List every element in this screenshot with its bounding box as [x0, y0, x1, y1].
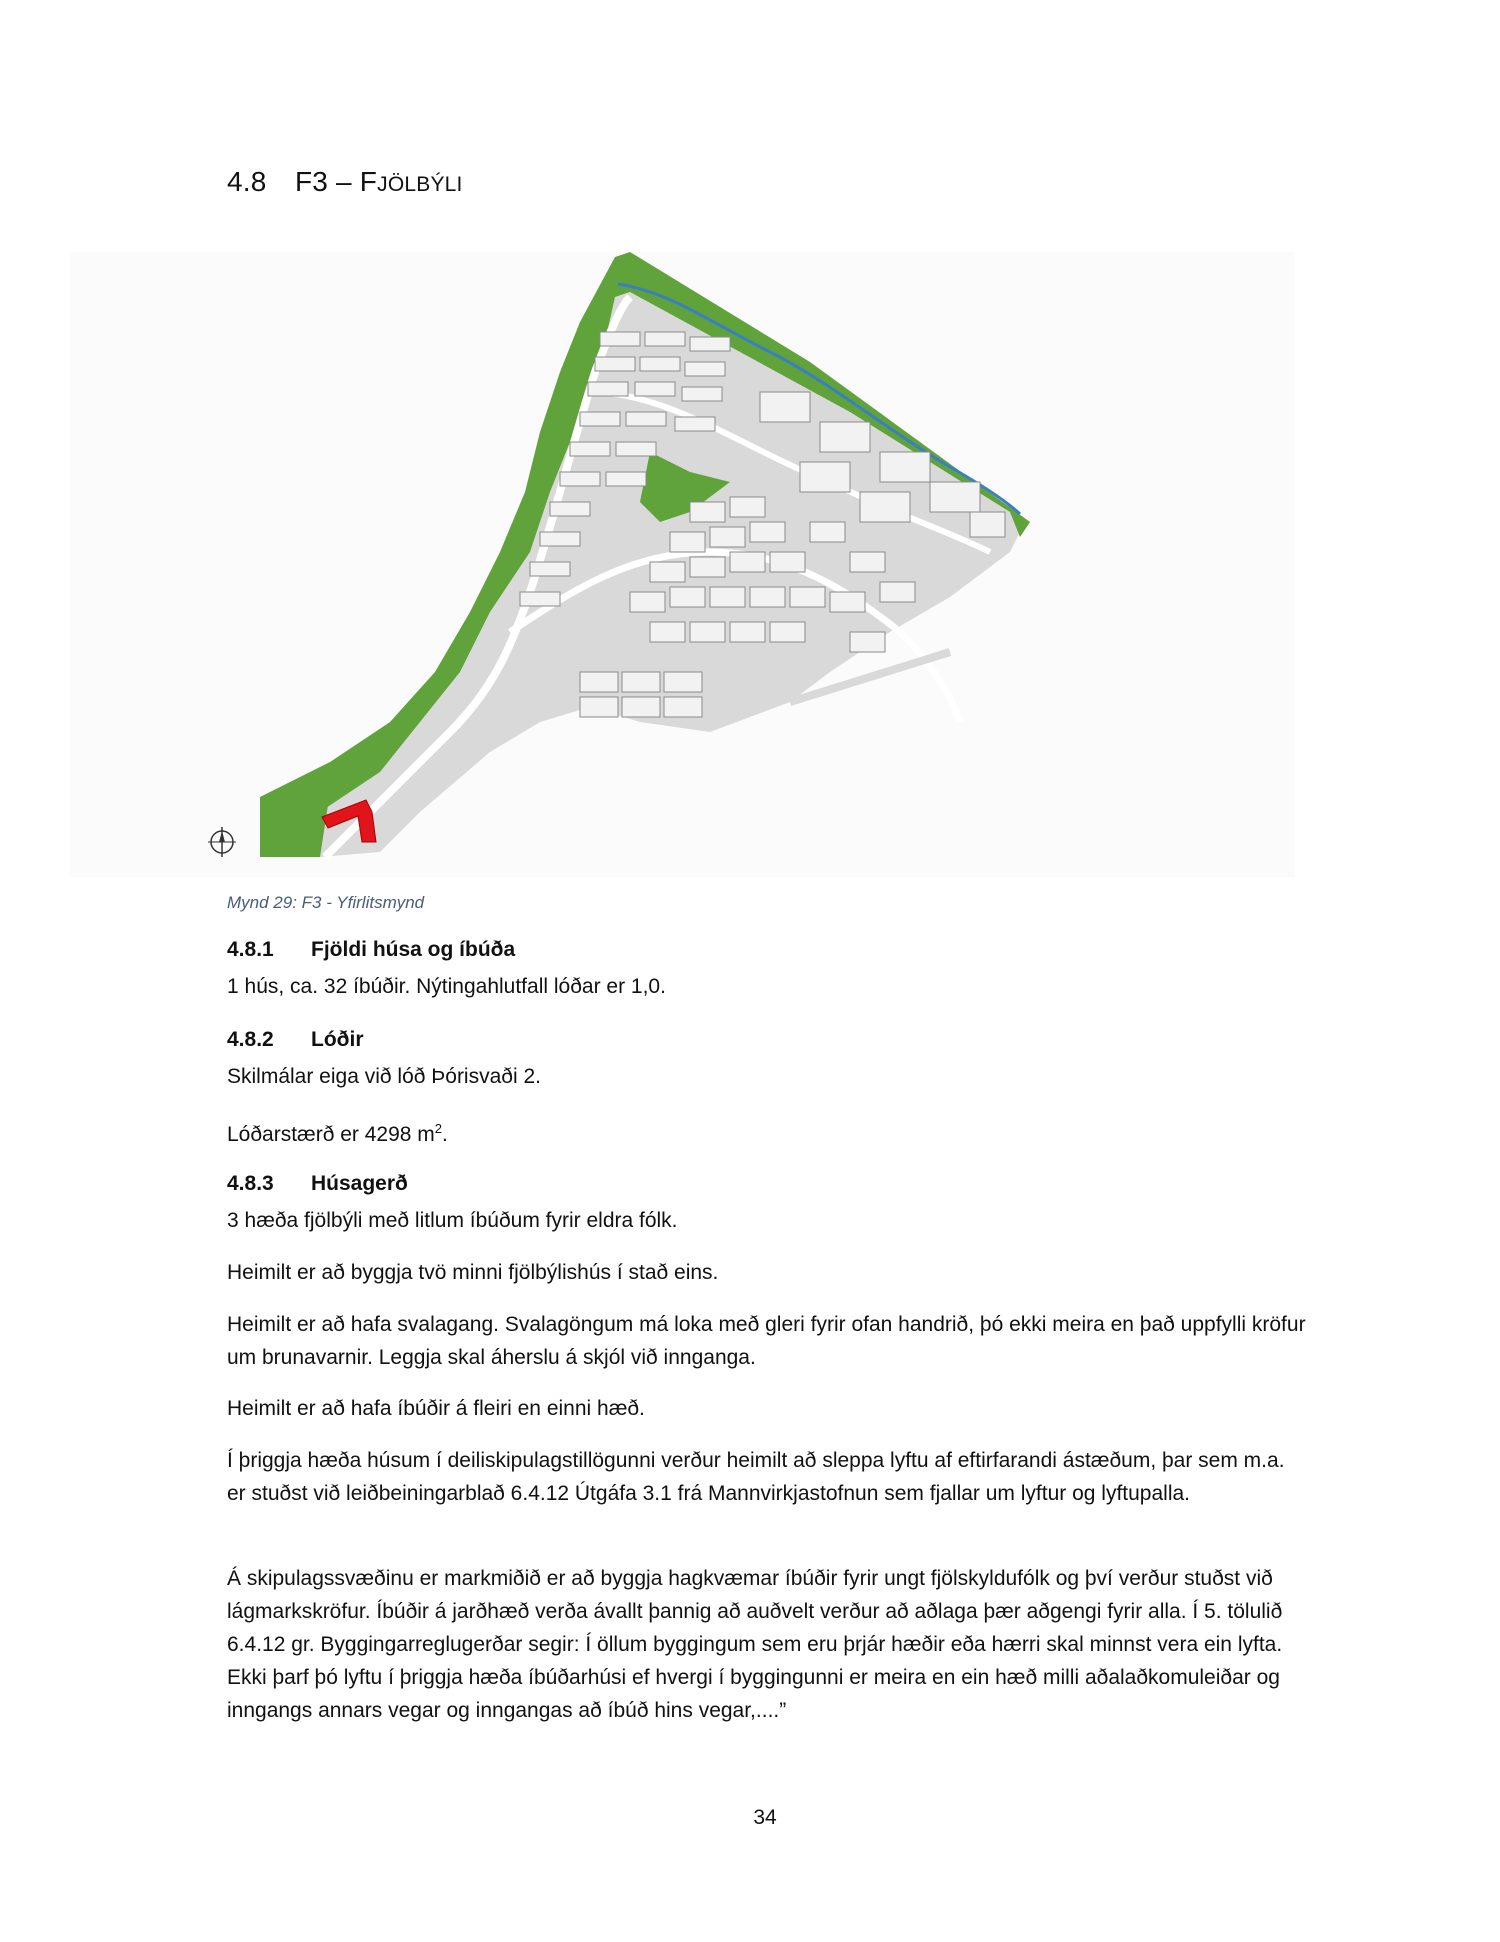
paragraph: Heimilt er að hafa svalagang. Svalagöngum má loka með gleri fyrir ofan handrið, þó ekki meira en það uppfylli kröfur um brunavarnir. Leggja skal áherslu á skjól við innganga.	[227, 1313, 1306, 1369]
subsection-title: Fjöldi húsa og íbúða	[311, 938, 516, 961]
subsection-heading-4-8-2	[227, 1028, 364, 1052]
section-heading-title-rest: JÖLBÝLI	[377, 173, 463, 196]
paragraph: Á skipulagssvæðinu er markmiðið er að byggja hagkvæmar íbúðir fyrir ungt fjölskyldufólk og því verður stuðst við lágmarkskröfur. Íbúðir á jarðhæð verða ávallt þannig að auðvelt verður að aðlaga þær aðgengi fyrir alla. Í 5. tölulið 6.4.12 gr. Byggingarreglugerðar segir: Í öllum byggingum sem eru þrjár hæðir eða hærri skal minnst vera ein lyfta. Ekki þarf þó lyftu í þriggja hæða íbúðarhúsi ef hvergi í byggingunni er meira en ein hæð milli aðalaðkomuleiðar og inngangs annars vegar og inngangas að íbúð hins vegar,....”	[227, 1567, 1283, 1722]
subsection-number: 4.8.3	[227, 1172, 274, 1195]
plot-area-end: .	[442, 1123, 448, 1146]
paragraph: 1 hús, ca. 32 íbúðir. Nýtingahlutfall lóðar er 1,0.	[227, 975, 666, 998]
paragraph: Heimilt er að byggja tvö minni fjölbýlishús í stað eins.	[227, 1261, 719, 1284]
subsection-title: Húsagerð	[311, 1172, 408, 1195]
paragraph: Í þriggja hæða húsum í deiliskipulagstillögunni verður heimilt að sleppa lyftu af eftirfarandi ástæðum, þar sem m.a. er stuðst við leiðbeiningarblað 6.4.12 Útgáfa 3.1 frá Mannvirkjastofnun sem fjallar um lyftur og lyftupalla.	[227, 1449, 1285, 1505]
site-plan-map	[70, 252, 1295, 877]
section-heading-title-first: F3 – F	[295, 166, 378, 197]
section-heading-number: 4.8	[227, 166, 267, 197]
subsection-number: 4.8.2	[227, 1028, 274, 1051]
subsection-number: 4.8.1	[227, 938, 274, 961]
figure-caption: Mynd 29: F3 - Yfirlitsmynd	[227, 893, 425, 912]
paragraph: Heimilt er að hafa íbúðir á fleiri en einni hæð.	[227, 1397, 645, 1420]
subsection-heading-4-8-3	[227, 1172, 408, 1196]
paragraph: Skilmálar eiga við lóð Þórisvaði 2.	[227, 1065, 541, 1088]
subsection-title: Lóðir	[311, 1028, 364, 1051]
green-strip-south	[260, 792, 330, 857]
plot-area-text	[227, 1112, 1307, 1151]
plot-area-superscript: 2	[434, 1121, 443, 1136]
plot-area-label: Lóðarstærð er 4298 m	[227, 1123, 435, 1146]
paragraph: 3 hæða fjölbýli með litlum íbúðum fyrir eldra fólk.	[227, 1209, 678, 1232]
page-number: 34	[753, 1806, 777, 1829]
subsection-heading-4-8-1	[227, 938, 515, 962]
section-heading	[227, 166, 463, 198]
